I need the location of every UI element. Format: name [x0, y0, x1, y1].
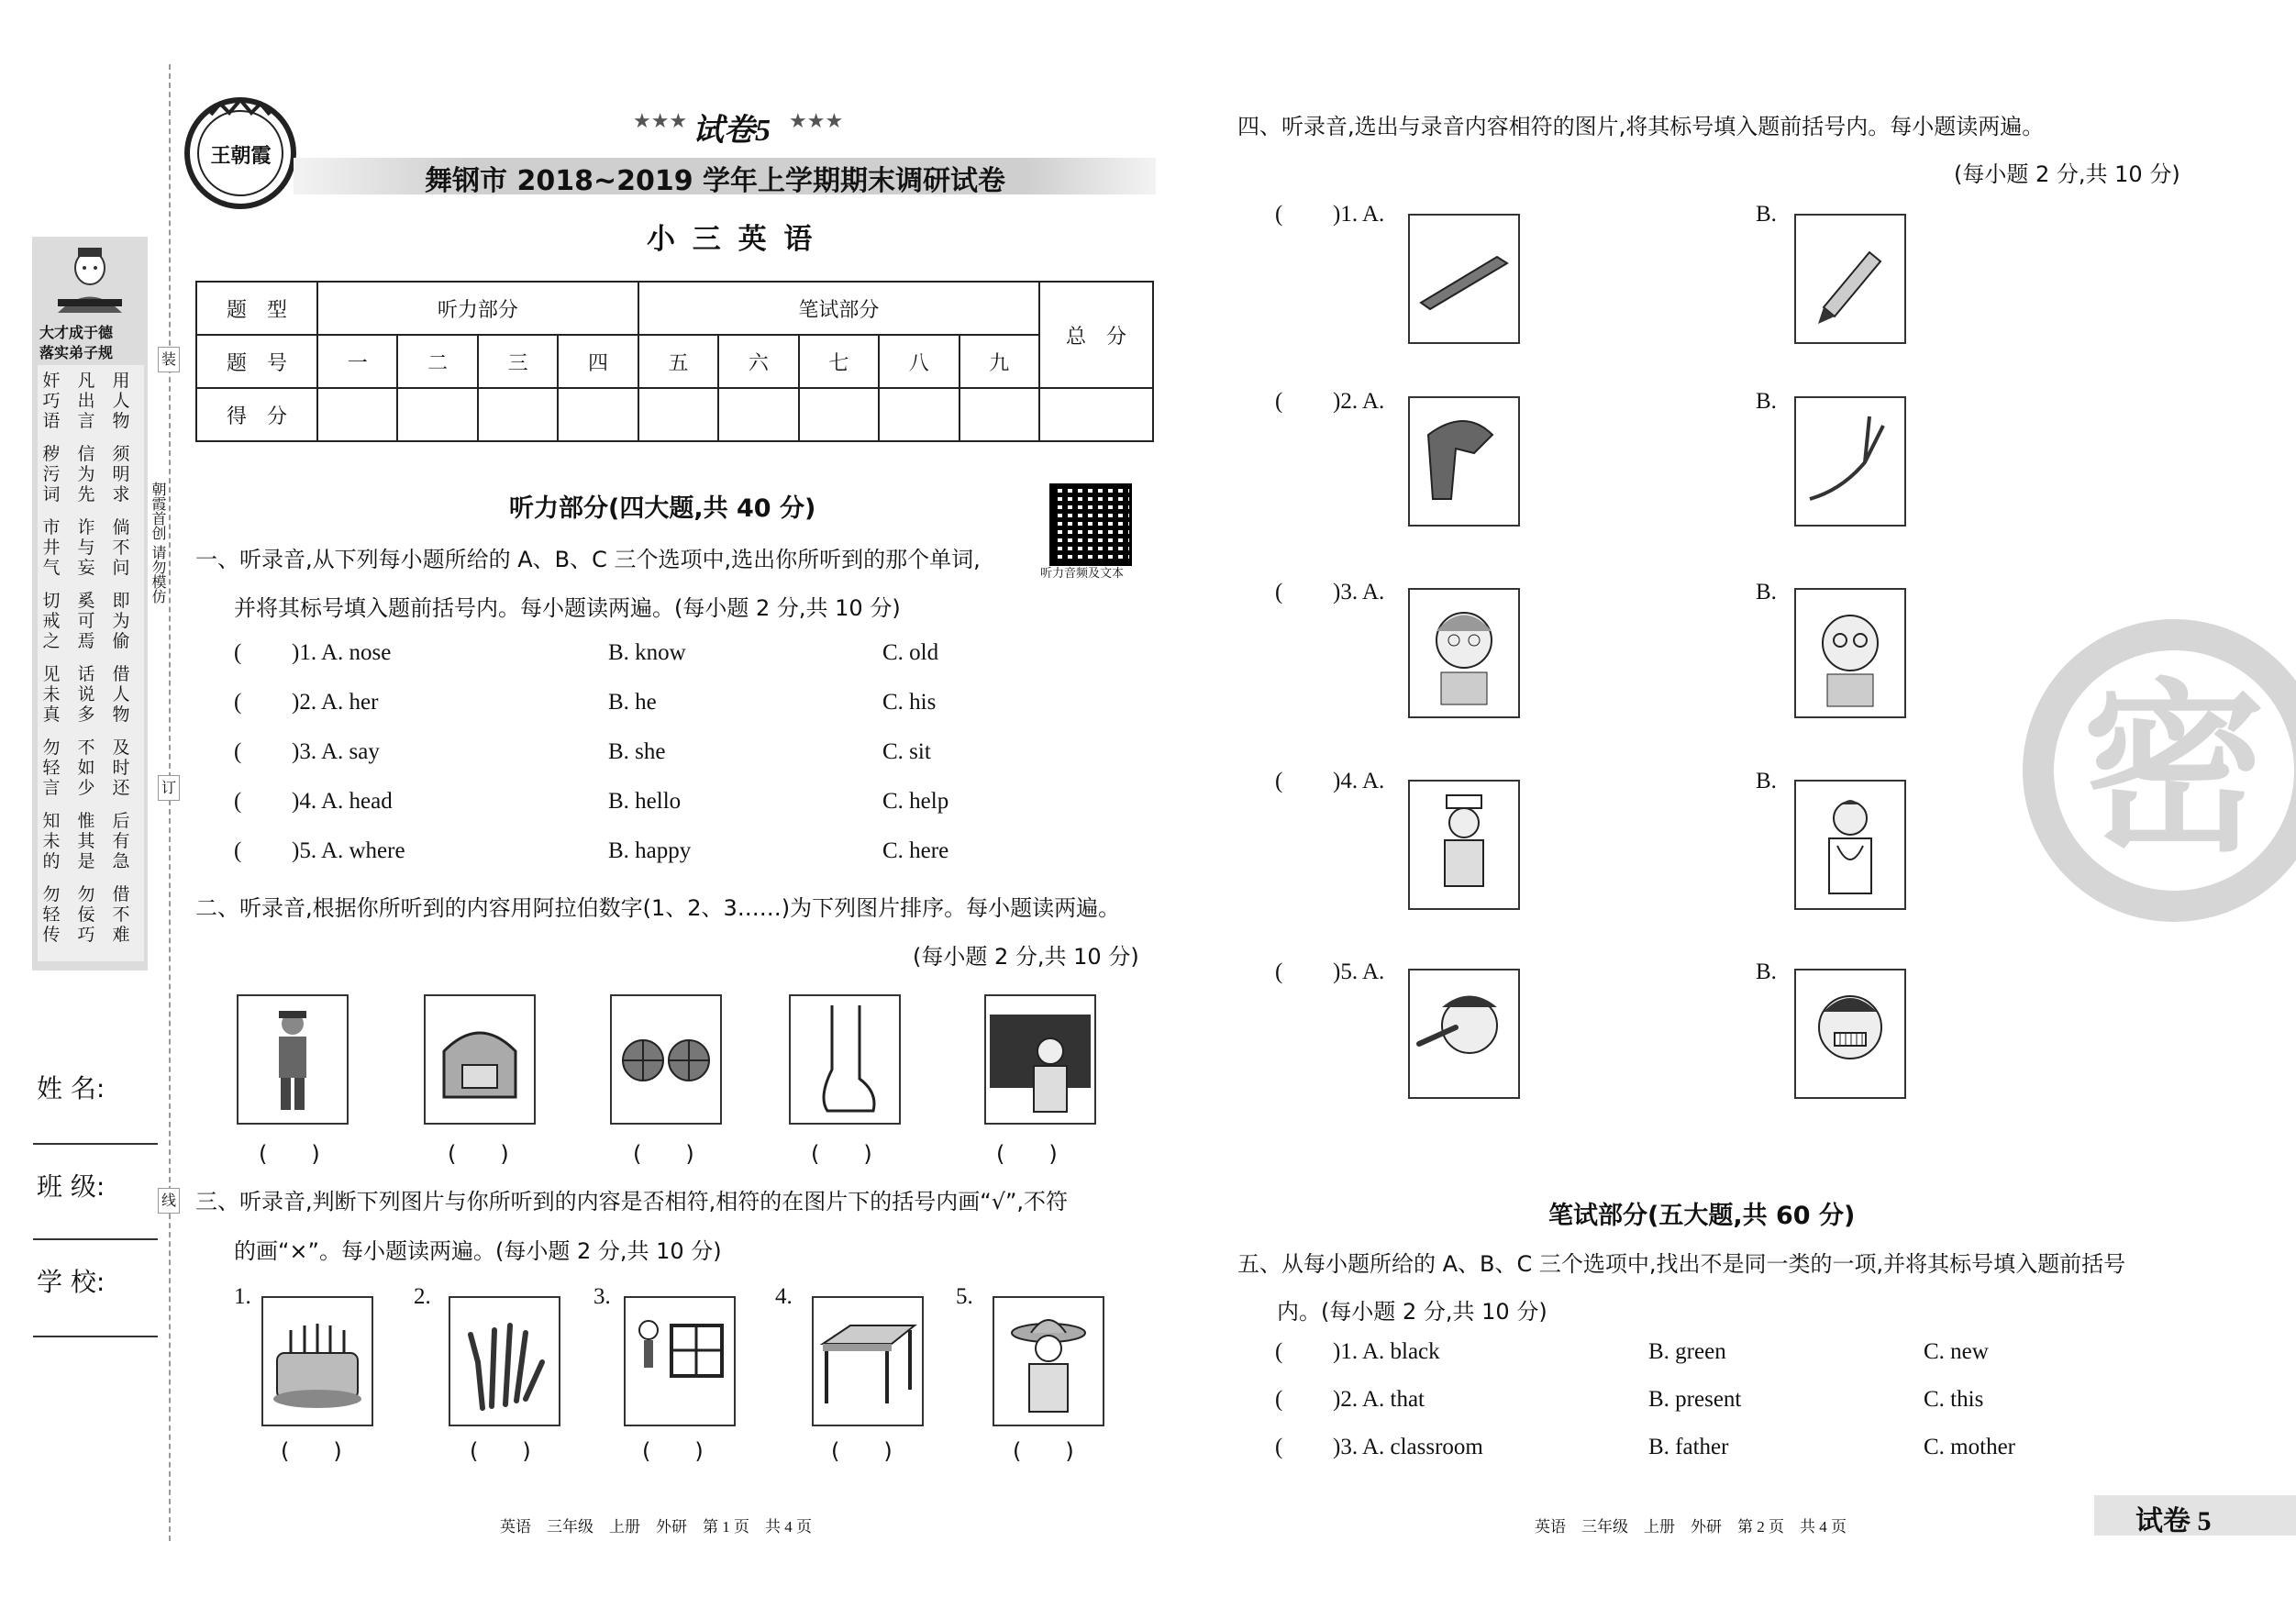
cell-writing: 笔试部分: [638, 282, 1039, 335]
q5-instruction-1: 五、从每小题所给的 A、B、C 三个选项中,找出不是同一类的一项,并将其标号填入题前括号: [1237, 1251, 2126, 1277]
motto-column: 切戒之: [42, 591, 61, 651]
motto-column: 借不难: [112, 884, 130, 945]
q1-option-a: )5. A. where: [292, 838, 405, 863]
cell-q8: 八: [879, 335, 959, 388]
motto-column: 信为先: [77, 444, 95, 505]
score-cell[interactable]: [1039, 388, 1153, 441]
q4-option-a: )3. A.: [1333, 580, 1385, 604]
q3-number: 5.: [956, 1284, 973, 1309]
score-cell[interactable]: [397, 388, 477, 441]
q1-option-a: )4. A. head: [292, 789, 393, 814]
motto-column: 奚可焉: [77, 591, 95, 651]
q1-instruction-2: 并将其标号填入题前括号内。每小题读两遍。(每小题 2 分,共 10 分): [234, 595, 901, 621]
q1-option-c: C. his: [882, 690, 937, 715]
paper-stars-left: ★★★: [633, 110, 688, 133]
picture-arm-wave: [1794, 396, 1906, 527]
answer-blank[interactable]: ( ): [259, 1141, 320, 1167]
picture-teacher: [984, 994, 1096, 1125]
q1-blank-paren[interactable]: (: [234, 640, 242, 665]
footer-left: 英语 三年级 上册 外研 第 1 页 共 4 页: [500, 1518, 812, 1536]
motto-panel: [32, 237, 148, 970]
listening-heading: 听力部分(四大题,共 40 分): [509, 494, 816, 523]
q5-instruction-2: 内。(每小题 2 分,共 10 分): [1277, 1299, 1547, 1325]
motto-column: 借人物: [112, 664, 130, 725]
picture-nurse: [1408, 780, 1520, 910]
motto-column: 后有急: [112, 811, 130, 871]
q4-blank-paren[interactable]: (: [1275, 769, 1283, 793]
writing-heading: 笔试部分(五大题,共 60 分): [1548, 1202, 1856, 1230]
motto-top-2: 落实弟子规: [39, 344, 114, 361]
q4-option-b: B.: [1756, 769, 1777, 793]
q2-instruction: 二、听录音,根据你所听到的内容用阿拉伯数字(1、2、3……)为下列图片排序。每小题读两遍。: [195, 895, 1121, 921]
motto-column: 市井气: [42, 517, 61, 578]
score-cell[interactable]: [718, 388, 798, 441]
q1-option-c: C. sit: [882, 739, 931, 764]
q3-instruction-1: 三、听录音,判断下列图片与你所听到的内容是否相符,相符的在图片下的括号内画“√”,不符: [195, 1189, 1069, 1214]
motto-column: 奸巧语: [42, 371, 61, 431]
cell-q9: 九: [959, 335, 1040, 388]
q5-option-c: C. new: [1924, 1339, 1989, 1364]
q1-option-c: C. help: [882, 789, 949, 814]
cell-q5: 五: [638, 335, 718, 388]
score-cell[interactable]: [799, 388, 879, 441]
q1-option-c: C. here: [882, 838, 949, 863]
q5-blank-paren[interactable]: (: [1275, 1387, 1283, 1412]
answer-blank[interactable]: ( ): [281, 1438, 342, 1464]
q1-blank-paren[interactable]: (: [234, 739, 242, 764]
subject-title: 小 三 英 语: [647, 223, 816, 256]
q1-blank-paren[interactable]: (: [234, 789, 242, 814]
q1-option-b: B. happy: [608, 838, 692, 863]
motto-column: 及时还: [112, 738, 130, 798]
score-table: [195, 281, 1154, 442]
q5-blank-paren[interactable]: (: [1275, 1339, 1283, 1364]
picture-desk: [812, 1296, 924, 1426]
q5-option-c: C. this: [1924, 1387, 1984, 1412]
answer-blank[interactable]: ( ): [633, 1141, 694, 1167]
footer-badge: 试卷 5: [2135, 1506, 2212, 1536]
qr-caption: 听力音频及文本: [1040, 567, 1125, 581]
q4-option-b: B.: [1756, 202, 1777, 227]
picture-hand: [449, 1296, 560, 1426]
q4-option-a: )2. A.: [1333, 389, 1385, 414]
cell-q2: 二: [397, 335, 477, 388]
scholar-icon: [49, 244, 131, 317]
q4-blank-paren[interactable]: (: [1275, 580, 1283, 604]
school-label: 学 校:: [37, 1267, 105, 1297]
q4-option-b: B.: [1756, 389, 1777, 414]
class-field[interactable]: [33, 1238, 158, 1240]
q4-instruction: 四、听录音,选出与录音内容相符的图片,将其标号填入题前括号内。每小题读两遍。: [1237, 114, 2045, 139]
q5-option-c: C. mother: [1924, 1435, 2015, 1459]
q4-points: (每小题 2 分,共 10 分): [1954, 161, 2180, 187]
cell-number-label: 题 号: [196, 335, 317, 388]
motto-column: 不如少: [77, 738, 95, 798]
q4-option-a: )5. A.: [1333, 959, 1385, 984]
logo: 王朝霞: [183, 96, 298, 211]
q1-option-b: B. he: [608, 690, 657, 715]
answer-blank[interactable]: ( ): [448, 1141, 509, 1167]
motto-columns: [41, 371, 142, 958]
motto-column: 凡出言: [77, 371, 95, 431]
name-field[interactable]: [33, 1143, 158, 1145]
q1-blank-paren[interactable]: (: [234, 690, 242, 715]
q4-blank-paren[interactable]: (: [1275, 959, 1283, 984]
q3-number: 2.: [414, 1284, 431, 1309]
motto-top: 大才成于德: [39, 324, 114, 341]
answer-blank[interactable]: ( ): [1013, 1438, 1074, 1464]
cell-q1: 一: [317, 335, 397, 388]
q4-option-b: B.: [1756, 959, 1777, 984]
q3-number: 3.: [593, 1284, 611, 1309]
motto-column: 倘不问: [112, 517, 130, 578]
picture-doctor: [1794, 780, 1906, 910]
answer-blank[interactable]: ( ): [642, 1438, 704, 1464]
picture-pencil: [1794, 214, 1906, 344]
motto-column: 勿轻言: [42, 738, 61, 798]
q1-blank-paren[interactable]: (: [234, 838, 242, 863]
binding-line: [169, 64, 171, 1541]
motto-column: 惟其是: [77, 811, 95, 871]
answer-blank[interactable]: ( ): [470, 1438, 531, 1464]
motto-column: 话说多: [77, 664, 95, 725]
secret-stamp-text: 密: [2081, 663, 2266, 877]
picture-nose-point: [1408, 969, 1520, 1099]
q3-number: 1.: [234, 1284, 251, 1309]
score-cell[interactable]: [317, 388, 397, 441]
cell-q6: 六: [718, 335, 798, 388]
cell-total: 总 分: [1039, 282, 1153, 388]
motto-column: 秽污词: [42, 444, 61, 505]
binding-notes: 朝霞首创 请勿模仿: [150, 482, 167, 604]
binding-mark-1: 装: [158, 347, 180, 372]
motto-column: 知未的: [42, 811, 61, 871]
qr-code[interactable]: [1049, 483, 1132, 566]
score-cell[interactable]: [558, 388, 638, 441]
motto-column: 用人物: [112, 371, 130, 431]
school-field[interactable]: [33, 1336, 158, 1337]
q3-instruction-2: 的画“×”。每小题读两遍。(每小题 2 分,共 10 分): [234, 1238, 722, 1264]
q4-option-a: )1. A.: [1333, 202, 1385, 227]
cell-q4: 四: [558, 335, 638, 388]
picture-bag: [424, 994, 536, 1125]
q4-option-b: B.: [1756, 580, 1777, 604]
q5-option-a: )1. A. black: [1333, 1339, 1440, 1364]
picture-window: [624, 1296, 736, 1426]
q1-option-c: C. old: [882, 640, 939, 665]
motto-column: 诈与妄: [77, 517, 95, 578]
motto-column: 见未真: [42, 664, 61, 725]
q4-option-a: )4. A.: [1333, 769, 1385, 793]
q2-points: (每小题 2 分,共 10 分): [913, 944, 1139, 970]
name-label: 姓 名:: [37, 1073, 105, 1103]
cell-type-label: 题 型: [196, 282, 317, 335]
motto-column: 须明求: [112, 444, 130, 505]
score-cell[interactable]: [879, 388, 959, 441]
answer-blank[interactable]: ( ): [811, 1141, 872, 1167]
picture-grandfather: [1794, 588, 1906, 718]
q4-blank-paren[interactable]: (: [1275, 389, 1283, 414]
cell-q7: 七: [799, 335, 879, 388]
binding-mark-3: 线: [158, 1188, 180, 1214]
score-cell[interactable]: [959, 388, 1040, 441]
q5-blank-paren[interactable]: (: [1275, 1435, 1283, 1459]
score-cell[interactable]: [478, 388, 558, 441]
exam-title: 舞钢市 2018~2019 学年上学期期末调研试卷: [425, 165, 1006, 197]
q1-option-b: B. she: [608, 739, 666, 764]
q5-option-b: B. present: [1648, 1387, 1742, 1412]
q1-option-a: )2. A. her: [292, 690, 379, 715]
q1-option-b: B. know: [608, 640, 686, 665]
answer-blank[interactable]: ( ): [996, 1141, 1058, 1167]
answer-blank[interactable]: ( ): [831, 1438, 893, 1464]
picture-farmer: [993, 1296, 1104, 1426]
class-label: 班 级:: [37, 1171, 105, 1202]
q1-option-b: B. hello: [608, 789, 682, 814]
cell-q3: 三: [478, 335, 558, 388]
picture-arm-up: [1408, 396, 1520, 527]
q5-option-a: )2. A. that: [1333, 1387, 1425, 1412]
score-cell[interactable]: [638, 388, 718, 441]
q5-option-b: B. father: [1648, 1435, 1729, 1459]
footer-right: 英语 三年级 上册 外研 第 2 页 共 4 页: [1535, 1518, 1847, 1536]
motto-column: 勿佞巧: [77, 884, 95, 945]
cell-listening: 听力部分: [317, 282, 638, 335]
paper-number: 试卷5: [693, 114, 771, 148]
picture-teeth: [1794, 969, 1906, 1099]
picture-grandmother: [1408, 588, 1520, 718]
q3-number: 4.: [775, 1284, 793, 1309]
picture-foot: [789, 994, 901, 1125]
motto-column: 即为偷: [112, 591, 130, 651]
picture-basketballs: [610, 994, 722, 1125]
motto-column: 勿轻传: [42, 884, 61, 945]
q5-option-b: B. green: [1648, 1339, 1726, 1364]
picture-cake: [261, 1296, 373, 1426]
q1-option-a: )3. A. say: [292, 739, 380, 764]
picture-policeman: [237, 994, 349, 1125]
paper-stars-right: ★★★: [789, 110, 844, 133]
binding-mark-2: 订: [158, 775, 180, 801]
q1-instruction-1: 一、听录音,从下列每小题所给的 A、B、C 三个选项中,选出你所听到的那个单词,: [195, 547, 981, 572]
q4-blank-paren[interactable]: (: [1275, 202, 1283, 227]
cell-score-label: 得 分: [196, 388, 317, 441]
q5-option-a: )3. A. classroom: [1333, 1435, 1483, 1459]
picture-pen: [1408, 214, 1520, 344]
q1-option-a: )1. A. nose: [292, 640, 392, 665]
